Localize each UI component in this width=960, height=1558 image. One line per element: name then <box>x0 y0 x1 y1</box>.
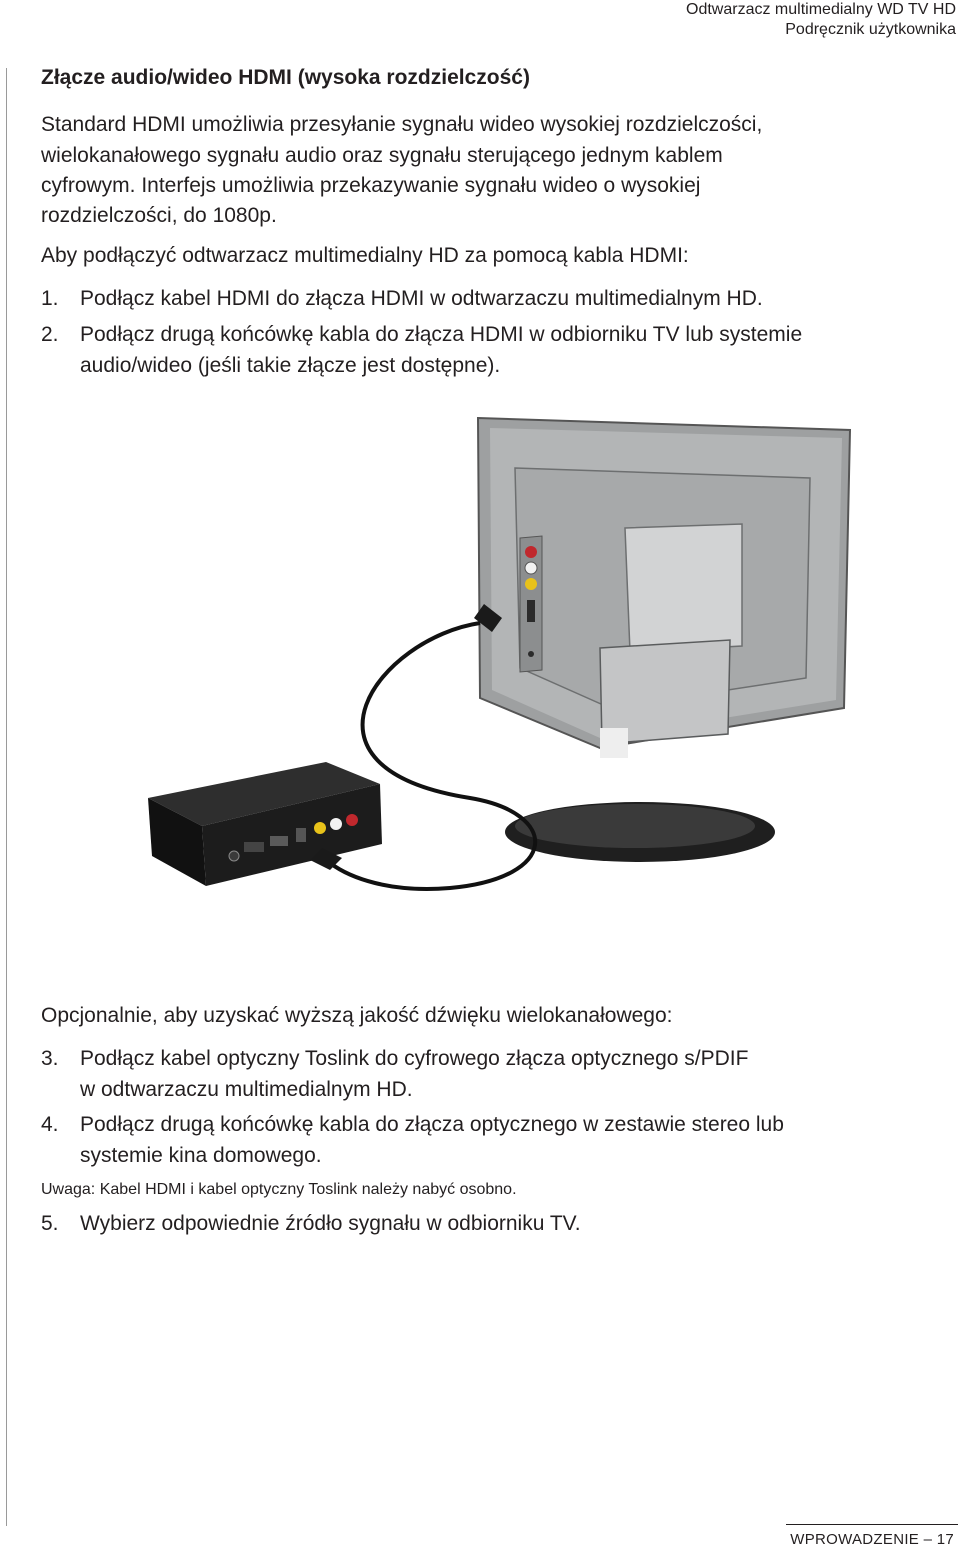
step-number: 5. <box>41 1212 59 1235</box>
step-number: 3. <box>41 1047 59 1070</box>
optional-lead: Opcjonalnie, aby uzyskać wyższą jakość dźwięku wielokanałowego: <box>41 1004 673 1027</box>
running-header <box>686 0 956 40</box>
step-text-cont: systemie kina domowego. <box>80 1144 322 1167</box>
player-rca-yellow <box>314 822 326 834</box>
step-text: Podłącz kabel HDMI do złącza HDMI w odtwarzaczu multimedialnym HD. <box>80 287 763 310</box>
lead-in: Aby podłączyć odtwarzacz multimedialny HD za pomocą kabla HDMI: <box>41 244 689 267</box>
page-number: 17 <box>936 1531 954 1548</box>
player-hdmi-port <box>270 836 288 846</box>
footer-separator: – <box>923 1531 933 1548</box>
footer-rule <box>786 1524 958 1525</box>
player-optical-port <box>296 828 306 842</box>
note: Uwaga: Kabel HDMI i kabel optyczny Toslink należy nabyć osobno. <box>41 1181 517 1198</box>
player-usb-port <box>244 842 264 852</box>
player-rca-red <box>346 814 358 826</box>
header-product: Odtwarzacz multimedialny WD TV HD <box>686 1 956 18</box>
step-text: Podłącz kabel optyczny Toslink do cyfrowego złącza optycznego s/PDIF <box>80 1047 749 1070</box>
intro-line-4: rozdzielczości, do 1080p. <box>41 204 277 227</box>
tv-rca-yellow <box>525 578 537 590</box>
step-text-cont: w odtwarzaczu multimedialnym HD. <box>80 1078 413 1101</box>
tv-hdmi-port <box>527 600 535 622</box>
intro-line-3: cyfrowym. Interfejs umożliwia przekazywanie sygnału wideo o wysokiej <box>41 174 701 197</box>
header-manual: Podręcznik użytkownika <box>785 21 956 38</box>
player-rca-white <box>330 818 342 830</box>
tv-stand-mount <box>625 524 742 652</box>
step-number: 1. <box>41 287 59 310</box>
player-power-jack <box>229 851 239 861</box>
intro-line-1: Standard HDMI umożliwia przesyłanie sygnału wideo wysokiej rozdzielczości, <box>41 113 763 136</box>
step-number: 2. <box>41 323 59 346</box>
section-title: Złącze audio/wideo HDMI (wysoka rozdzielczość) <box>41 66 530 89</box>
step-text: Podłącz drugą końcówkę kabla do złącza HDMI w odbiorniku TV lub systemie <box>80 323 803 346</box>
step-text-cont: audio/wideo (jeśli takie złącze jest dostępne). <box>80 354 501 377</box>
tv-rca-red <box>525 546 537 558</box>
page-footer <box>790 1530 954 1550</box>
left-margin-rule <box>6 68 7 1526</box>
step-text: Wybierz odpowiednie źródło sygnału w odbiorniku TV. <box>80 1212 581 1235</box>
footer-section: WPROWADZENIE <box>790 1531 920 1548</box>
tv-stand-gap <box>600 728 628 758</box>
tv-stand-base-top <box>515 804 755 848</box>
step-number: 4. <box>41 1113 59 1136</box>
tv-rca-white <box>525 562 537 574</box>
hdmi-connection-illustration <box>130 408 890 968</box>
tv-small-port <box>528 651 534 657</box>
intro-line-2: wielokanałowego sygnału audio oraz sygnału sterującego jednym kablem <box>41 144 723 167</box>
step-text: Podłącz drugą końcówkę kabla do złącza optycznego w zestawie stereo lub <box>80 1113 784 1136</box>
